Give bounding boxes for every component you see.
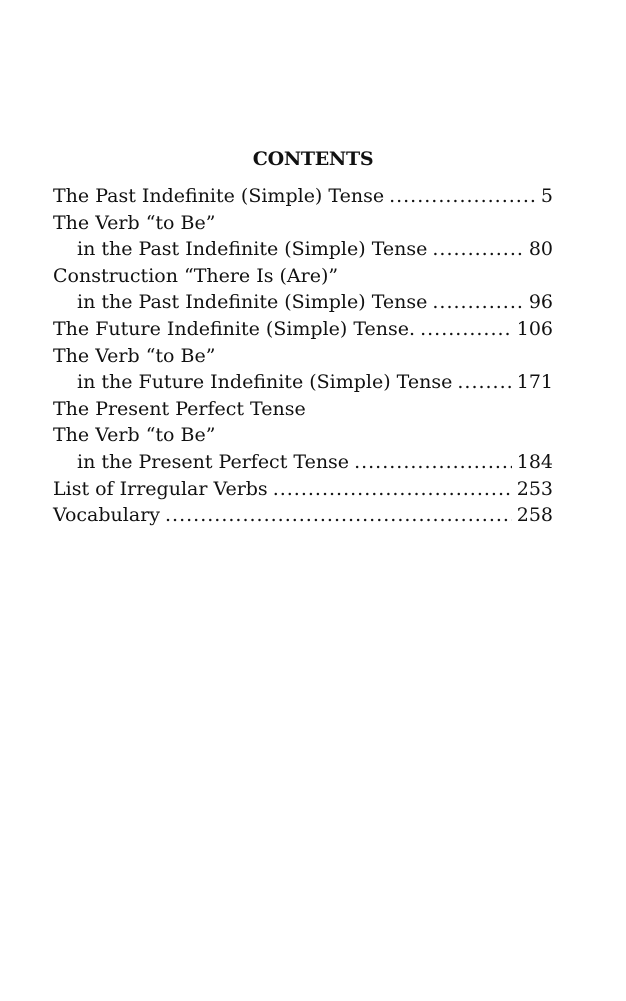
dot-leader (165, 502, 512, 529)
toc-entry-page: 5 (540, 185, 553, 207)
toc-entry (53, 316, 553, 343)
toc-entry (53, 476, 553, 503)
toc-entry-page: 96 (528, 291, 553, 314)
toc-entry (53, 210, 553, 237)
toc-entry-title: List of Irregular Verbs (53, 477, 268, 500)
toc-entry-title: The Verb “to Be” (53, 344, 216, 367)
toc-entry-page: 253 (516, 477, 553, 500)
toc-entry-title: The Future Indefinite (Simple) Tense. (53, 317, 416, 340)
toc-entry-title: in the Future Indefinite (Simple) Tense (77, 371, 453, 394)
toc-entry-title: The Past Indefinite (Simple) Tense (53, 185, 385, 207)
dot-leader (457, 369, 511, 396)
toc-entry (53, 449, 553, 476)
contents-title: CONTENTS (252, 148, 374, 170)
toc-entry-title: in the Past Indefinite (Simple) Tense (77, 291, 428, 314)
dot-leader (354, 449, 512, 476)
toc-entry-title: The Verb “to Be” (53, 424, 216, 447)
toc-entry-page: 258 (516, 504, 553, 527)
toc-entry-page: 80 (528, 238, 553, 261)
toc-entry (53, 502, 553, 529)
dot-leader (420, 316, 512, 343)
toc-entry-title: Construction “There Is (Are)” (53, 264, 339, 287)
dot-leader (432, 236, 523, 263)
toc-entry (53, 236, 553, 263)
toc-entry (53, 289, 553, 316)
dot-leader (273, 476, 512, 503)
toc-entry-page: 184 (516, 450, 553, 473)
toc-entry-title: in the Past Indefinite (Simple) Tense (77, 238, 428, 261)
toc-entry (53, 396, 553, 423)
toc-entry-title: Vocabulary (53, 504, 161, 527)
toc-entry (53, 369, 553, 396)
dot-leader (432, 289, 523, 316)
toc-entry-title: The Verb “to Be” (53, 211, 216, 234)
toc-entry (53, 343, 553, 370)
toc-entry (53, 183, 553, 210)
toc-entry-title: The Present Perfect Tense (53, 397, 306, 420)
toc-entry (53, 263, 553, 290)
toc-entry-page: 171 (516, 371, 553, 394)
toc-entry-page: 106 (516, 317, 553, 340)
toc-entry (53, 422, 553, 449)
table-of-contents (53, 183, 553, 529)
toc-entry-title: in the Present Perfect Tense (77, 450, 350, 473)
dot-leader (389, 183, 536, 210)
